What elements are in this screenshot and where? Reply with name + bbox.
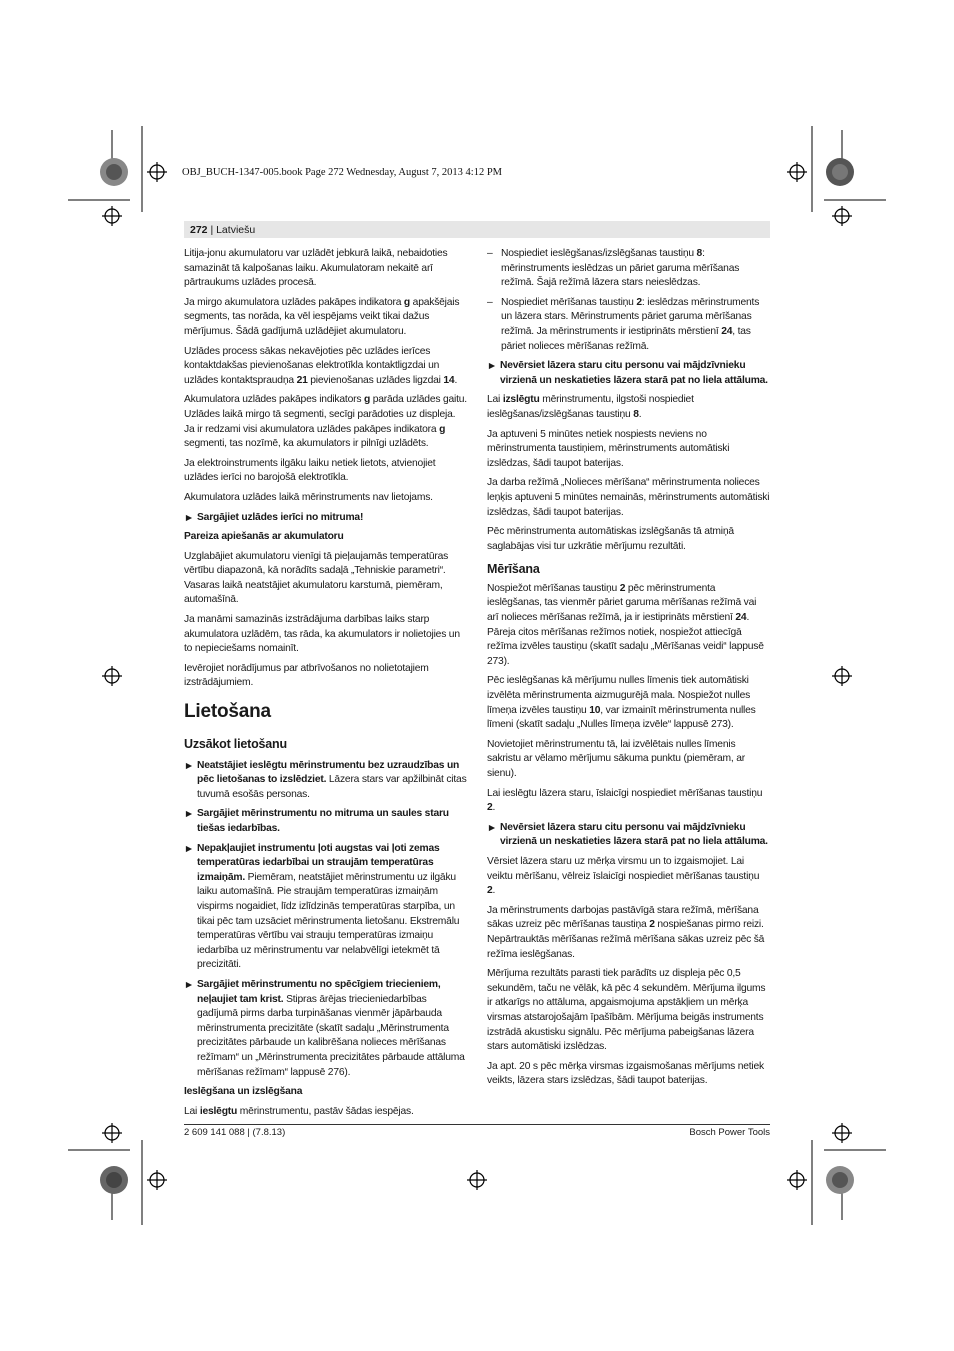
dash-item: – Nospiediet ieslēgšanas/izslēgšanas taustiņu 8: mērinstruments ieslēdzas un pāriet garuma mērīšanas režīmā. Šajā režīmā lāzera stars neieslēdzas. bbox=[487, 247, 770, 291]
warning-bullet: ▶ Nepakļaujiet instrumentu ļoti augstas vai ļoti zemas temperatūras iedarbībai un straujām temperatūras izmaiņām. Piemēram, neatstājiet mērinstrumentu uz ilgāku laiku automašīnā. Pie straujām temperatūras izmaiņām vispirms nogaidiet, līdz izlīdzinās temperatūras starpība, un tikai pēc tam uzsāciet mērinstrumenta lietošanu. Ekstremālu temperatūras vērtību vai strauju temperatūras izmaiņu iedarbība uz mērinstrumentu var nelabvēlīgi ietekmēt tā precizitāti. bbox=[184, 842, 467, 973]
paragraph: Vērsiet lāzera staru uz mērķa virsmu un to izgaismojiet. Lai veiktu mērīšanu, vēlreiz īslaicīgi nospiediet mērīšanas taustiņu 2. bbox=[487, 855, 760, 897]
subheading: Ieslēgšana un izslēgšana bbox=[184, 1086, 303, 1098]
paragraph: Ja apt. 20 s pēc mērķa virsmas izgaismošanas mērījums netiek veikts, lāzera stars izslēdzas, šādi taupot baterijas. bbox=[487, 1060, 764, 1087]
paragraph: Nospiežot mērīšanas taustiņu 2 pēc mērinstrumenta ieslēgšanas, tas vienmēr pāriet garuma mērīšanas režīmā vai arī nolieces mērīšanas režīmā, ja ir iestiprināts mērstienī 24. Pāreja citos mērīšanas režīmos notiek, nospiežot attiecīgā režīma izvēles taustiņu (skatīt sadaļu „Mērīšanas veidi“ lappusē 273). bbox=[487, 582, 764, 667]
paragraph: Akumulatora uzlādes pakāpes indikators g parāda uzlādes gaitu. Uzlādes laikā mirgo tā segmenti, secīgi parādoties uz displeja. Ja ir redzami visi akumulatora uzlādes pakāpes indikatora g segmenti, tas nozīmē, ka akumulators ir pilnīgi uzlādēts. bbox=[184, 394, 467, 450]
paragraph: Ja manāmi samazinās izstrādājuma darbības laiks starp akumulatora uzlādēm, tas rāda, ka akumulators ir nolietojies un to nepieciešams nomainīt. bbox=[184, 614, 460, 655]
right-column bbox=[487, 247, 770, 1094]
paragraph: Ievērojiet norādījumus par atbrīvošanos no nolietotajiem izstrādājumiem. bbox=[184, 662, 429, 689]
footer-doc-number: 2 609 141 088 | (7.8.13) bbox=[184, 1127, 286, 1138]
header-separator: | bbox=[207, 224, 217, 236]
paragraph: Ja aptuveni 5 minūtes netiek nospiests neviens no mērinstrumenta taustiņiem, mērinstruments automātiski izslēdzas, šādi taupot baterijas. bbox=[487, 428, 730, 469]
warning-bullet: ▶ Sargājiet mērinstrumentu no spēcīgiem triecieniem, neļaujiet tam krist. Stipras ārējas triecieniedarbības gadījumā pirms darba turpināšanas vienmēr jāpārbauda mērinstrumenta precizitāte (skatīt sadaļu „Mērinstrumenta precizitātes pārbaude un kalibrēšana nolieces mērīšanas režīmam“ un „Mērinstrumenta precizitātes pārbaude attāluma mērīšanas režīmam“ lappusē 276). bbox=[184, 978, 467, 1080]
page-header bbox=[190, 224, 255, 236]
paragraph: Lai ieslēgtu lāzera staru, īslaicīgi nospiediet mērīšanas taustiņu 2. bbox=[487, 787, 763, 814]
warning-bullet: ▶ Nevērsiet lāzera staru citu personu vai mājdzīvnieku virzienā un neskatieties lāzera starā pat no liela attāluma. bbox=[487, 821, 770, 850]
header-language: Latviešu bbox=[216, 224, 256, 236]
paragraph: Mērījuma rezultāts parasti tiek parādīts uz displeja pēc 0,5 sekundēm, taču ne vēlāk, kā pēc 4 sekundēm. Mērījuma ilgums ir atkarīgs no attāluma, apgaismojuma apstākļiem un mērķa virsmas atstarojošajām īpašībām. Mērījuma beigās instruments izstrādā akustisku signālu. Pēc mērījuma pabeigšanas lāzera stars automātiski izslēdzas. bbox=[487, 968, 766, 1053]
subsection-heading: Mērīšana bbox=[487, 562, 540, 577]
paragraph: Uzglabājiet akumulatoru vienīgi tā pieļaujamās temperatūras vērtību diapazonā, kā norādīts sadaļā „Tehniskie parametri“. Vasaras laikā neatstājiet akumulatoru karstumā, piemēram, automašīnā. bbox=[184, 550, 449, 606]
paragraph: Uzlādes process sākas nekavējoties pēc uzlādes ierīces kontaktdakšas pievienošanas elektrotīkla kontaktligzdai un uzlādes kontaktspraudņa 21 pievienošanas uzlādes ligzdai 14. bbox=[184, 345, 458, 386]
paragraph: Akumulatora uzlādes laikā mērinstruments nav lietojams. bbox=[184, 491, 433, 503]
paragraph: Pēc ieslēgšanas kā mērījumu nulles līmenis tiek automātiski izvēlēta mērinstrumenta aizmugurējā mala. Nospiežot nulles līmeņa izvēles taustiņu 10, var izmainīt mērinstrumenta nulles līmeni (skatīt sadaļu „Nulles līmeņa izvēle“ lappusē 273). bbox=[487, 675, 756, 731]
warning-bullet: ▶ Sargājiet uzlādes ierīci no mitruma! bbox=[184, 511, 467, 526]
paragraph: Litija-jonu akumulatoru var uzlādēt jebkurā laikā, nebaidoties samazināt tā kalpošanas laiku. Akumulatoram nekaitē arī pārtraukums uzlādes procesā. bbox=[184, 248, 448, 289]
left-column bbox=[184, 247, 467, 1124]
paragraph: Ja darba režīmā „Nolieces mērīšana“ mērinstrumenta nolieces leņķis aptuveni 5 minūtes nemainās, mērinstruments automātiski izslēdzas, šādi taupot baterijas. bbox=[487, 477, 770, 518]
warning-bullet: ▶ Neatstājiet ieslēgtu mērinstrumentu bez uzraudzības un pēc lietošanas to izslēdziet. Lāzera stars var apžilbināt citas tuvumā esošās personas. bbox=[184, 759, 467, 803]
warning-bullet: ▶ Sargājiet mērinstrumentu no mitruma un saules staru tiešas iedarbības. bbox=[184, 807, 467, 836]
dash-item: – Nospiediet mērīšanas taustiņu 2: ieslēdzas mērinstruments un lāzera stars. Mērinstruments pāriet garuma mērīšanas režīmā. Ja mērinstruments ir iestiprināts mērstienī 24, tas pāriet nolieces mērīšanas režīmā. bbox=[487, 296, 770, 354]
section-heading: Lietošana bbox=[184, 701, 271, 723]
header-bar bbox=[184, 221, 770, 238]
paragraph: Novietojiet mērinstrumentu tā, lai izvēlētais nulles līmenis sakristu ar vēlamo mērījumu sākuma punktu (piemēram, ar sienu). bbox=[487, 738, 745, 779]
page-footer bbox=[184, 1124, 770, 1138]
paragraph: Lai izslēgtu mērinstrumentu, ilgstoši nospiediet ieslēgšanas/izslēgšanas taustiņu 8. bbox=[487, 394, 694, 420]
paragraph: Ja elektroinstruments ilgāku laiku netiek lietots, atvienojiet uzlādes ierīci no barojošā elektrotīkla. bbox=[184, 457, 436, 484]
paragraph: Pēc mērinstrumenta automātiskas izslēgšanās tā atmiņā saglabājas visi tur uzkrātie mērījumu rezultāti. bbox=[487, 526, 734, 552]
paragraph: Ja mirgo akumulatora uzlādes pakāpes indikatora g apakšējais segments, tas norāda, ka vēl iespējams veikt tikai dažus mērījumus. Šādā gadījumā uzlādējiet akumulatoru. bbox=[184, 296, 460, 337]
print-slug: OBJ_BUCH-1347-005.book Page 272 Wednesday, August 7, 2013 4:12 PM bbox=[182, 167, 502, 178]
page-number: 272 bbox=[190, 224, 208, 236]
footer-brand: Bosch Power Tools bbox=[689, 1127, 770, 1138]
warning-bullet: ▶ Nevērsiet lāzera staru citu personu vai mājdzīvnieku virzienā un neskatieties lāzera starā pat no liela attāluma. bbox=[487, 359, 770, 388]
subsection-heading: Uzsākot lietošanu bbox=[184, 737, 287, 752]
paragraph: Lai ieslēgtu mērinstrumentu, pastāv šādas iespējas. bbox=[184, 1105, 414, 1117]
subheading: Pareiza apiešanās ar akumulatoru bbox=[184, 531, 344, 543]
paragraph: Ja mērinstruments darbojas pastāvīgā stara režīmā, mērīšana sākas uzreiz pēc mērīšanas taustiņa 2 nospiešanas pirmo reizi. Nepārtrauktās mērīšanas režīmā mērīšana sākas uzreiz pēc šā režīma ieslēgšanas. bbox=[487, 904, 765, 960]
